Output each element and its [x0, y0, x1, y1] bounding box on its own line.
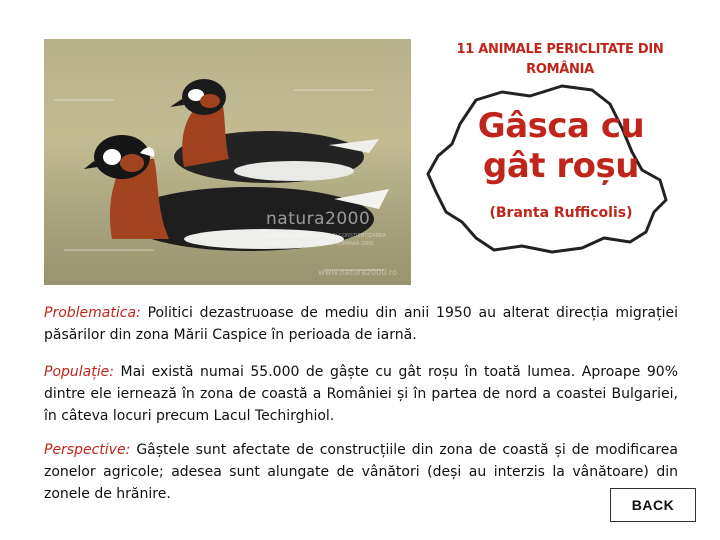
section-label: Perspective:	[44, 442, 131, 458]
section-problematica	[44, 302, 678, 346]
section-text: Politici dezastruoase de mediu din anii 1950 au alterat direcția migrației păsărilor din zona Mării Caspice în perioada de iarnă.	[44, 305, 678, 343]
title-line-2: gât roșu	[483, 146, 639, 186]
geese-illustration	[44, 39, 411, 285]
goose-photo	[44, 39, 411, 285]
watermark-logo: natura2000	[266, 209, 371, 229]
title-line-1: Gâsca cu	[477, 106, 645, 146]
section-populatie	[44, 361, 678, 427]
page-title	[476, 106, 646, 186]
section-perspective	[44, 439, 678, 505]
section-text: Gâștele sunt afectate de construcțiile din zona de coastă și de modificarea zonelor agricole; adesea sunt alungate de vânători (deși au interzis la vânătoare) din zonele de hrănire.	[44, 442, 678, 502]
page-header: 11 ANIMALE PERICLITATE DIN ROMÂNIA	[456, 42, 664, 77]
watermark-site: www.natura2000.ro	[318, 268, 397, 277]
section-text: Mai există numai 55.000 de gâște cu gât roșu în toată lumea. Aproape 90% dintre ele iernează în zona de coastă a României și în partea de nord a coastei Bulgariei, în câteva locuri precum Lacul Techirghiol.	[44, 364, 678, 424]
section-label: Populație:	[44, 364, 114, 380]
watermark-caption: SCHIMBAREA MENTALITĂȚII ȘI CONȘTIENTIZAREA PRIVIND PROTECȚIA NATURII ROMÂNIA 2000	[262, 233, 386, 247]
scientific-name: (Branta Rufficolis)	[489, 205, 633, 221]
section-label: Problematica:	[44, 305, 141, 321]
back-button[interactable]: BACK	[610, 488, 696, 522]
